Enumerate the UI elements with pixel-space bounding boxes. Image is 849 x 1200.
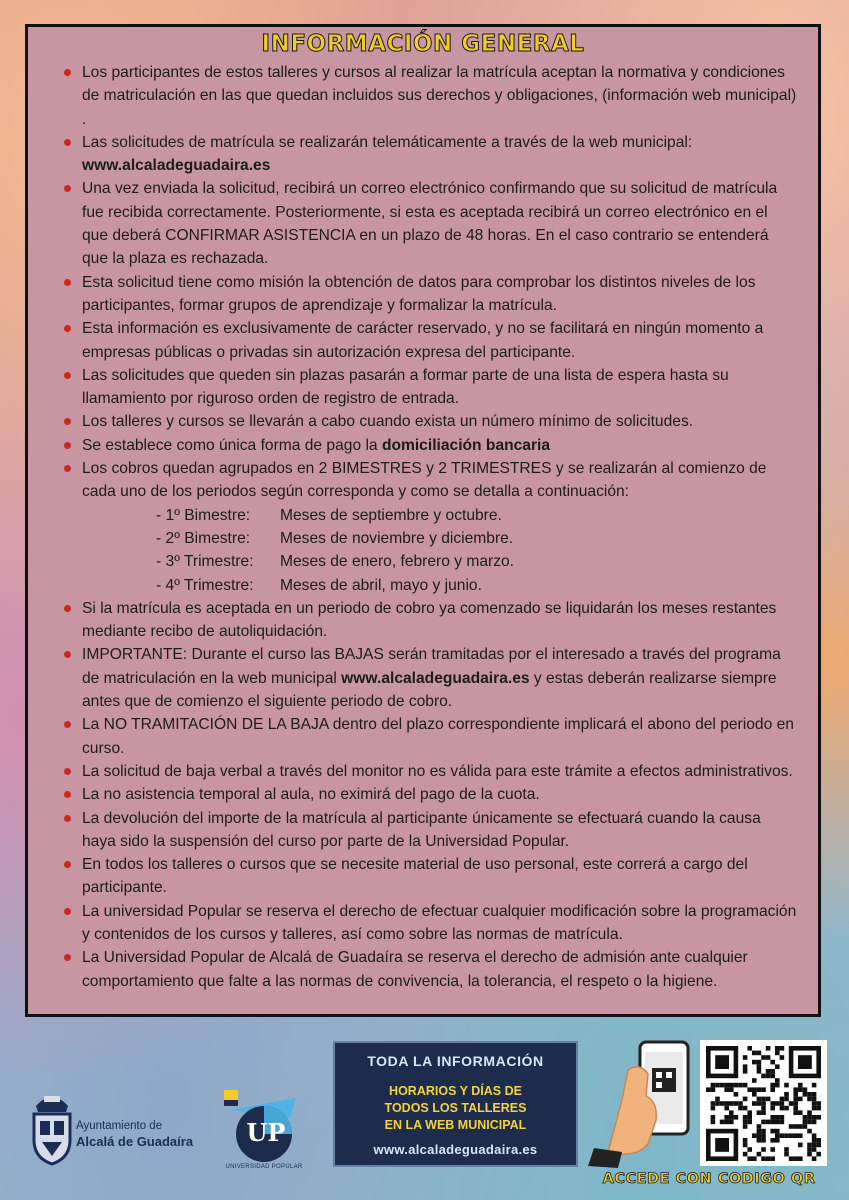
schedule-period: - 3º Trimestre: bbox=[156, 553, 254, 571]
bullet-icon bbox=[64, 791, 71, 798]
qr-caption: ACCEDE CON CODIGO QR bbox=[602, 1171, 816, 1187]
schedule-row bbox=[62, 527, 797, 550]
item-text: Una vez enviada la solicitud, recibirá un correo electrónico confirmando que su solicitud de matrícula fue recibida correctamente. Posteriormente, si esta es aceptada recibirá un correo electrónico en el que deberá CONFIRMAR ASISTENCIA en un plazo de 48 horas. En el caso contrario se entenderá que la plaza es rechazada. bbox=[82, 180, 778, 268]
bullet-icon bbox=[64, 442, 71, 449]
schedule-period: - 2º Bimestre: bbox=[156, 529, 251, 547]
bullet-icon bbox=[64, 465, 71, 472]
bullet-icon bbox=[64, 325, 71, 332]
list-item bbox=[62, 410, 797, 433]
item-text: Las solicitudes de matrícula se realizarán telemáticamente a través de la web municipal: bbox=[82, 133, 693, 151]
schedule-period: - 1º Bimestre: bbox=[156, 506, 251, 524]
info-url-link[interactable]: www.alcaladeguadaira.es bbox=[373, 1142, 538, 1157]
list-item bbox=[62, 597, 797, 644]
list-item bbox=[62, 783, 797, 806]
item-text: y estas deberán realizarse siempre antes que de comienzo el siguiente periodo de cobro. bbox=[82, 669, 777, 711]
bullet-icon bbox=[64, 954, 71, 961]
list-item bbox=[62, 434, 797, 457]
item-text: Las solicitudes que queden sin plazas pasarán a formar parte de una lista de espera hasta su llamamiento por riguroso orden de registro de entrada. bbox=[82, 366, 729, 408]
list-item bbox=[62, 271, 797, 318]
bullet-icon bbox=[64, 139, 71, 146]
schedule-period: - 4º Trimestre: bbox=[156, 576, 254, 594]
list-item bbox=[62, 900, 797, 947]
list-item bbox=[62, 364, 797, 411]
list-item bbox=[62, 131, 797, 178]
item-text: La devolución del importe de la matrícula al participante únicamente se efectuará cuando la causa haya sido la suspensión del curso por parte de la Universidad Popular. bbox=[82, 809, 761, 850]
schedule-months: Meses de abril, mayo y junio. bbox=[280, 576, 482, 594]
emphasis-text[interactable]: www.alcaladeguadaira.es bbox=[341, 669, 530, 687]
schedule-months: Meses de enero, febrero y marzo. bbox=[280, 553, 515, 571]
item-text: IMPORTANTE: Durante el curso las BAJAS serán tramitadas por el interesado a través del programa de matriculación en la web municipal bbox=[82, 646, 781, 687]
bullet-icon bbox=[64, 815, 71, 822]
bullet-icon bbox=[64, 418, 71, 425]
list-item bbox=[62, 946, 797, 993]
info-box bbox=[333, 1041, 578, 1167]
general-info-panel bbox=[25, 24, 821, 1017]
universidad-popular-logo bbox=[218, 1088, 310, 1172]
schedule-months: Meses de septiembre y octubre. bbox=[280, 506, 502, 524]
item-text: La Universidad Popular de Alcalá de Guadaíra se reserva el derecho de admisión ante cualquier comportamiento que falte a las normas de convivencia, la tolerancia, el respeto o la higiene. bbox=[82, 949, 748, 990]
info-title: TODA LA INFORMACIÓN bbox=[367, 1053, 544, 1069]
item-text: La solicitud de baja verbal a través del monitor no es válida para este trámite a efectos administrativos. bbox=[82, 762, 793, 780]
ayuntamiento-text: Ayuntamiento de Alcalá de Guadaíra bbox=[76, 1120, 194, 1149]
bullet-icon bbox=[64, 768, 71, 775]
bullet-icon bbox=[64, 69, 71, 76]
up-caption: UNIVERSIDAD POPULAR bbox=[225, 1164, 303, 1170]
bullet-icon bbox=[64, 861, 71, 868]
item-text: Esta información es exclusivamente de carácter reservado, y no se facilitará en ningún momento a empresas públicas o privadas sin autorización expresa del participante. bbox=[82, 320, 764, 361]
item-text: Los cobros quedan agrupados en 2 BIMESTRES y 2 TRIMESTRES y se realizarán al comienzo de cada uno de los periodos según corresponda y como se detalla a continuación: bbox=[82, 460, 767, 501]
item-text: La no asistencia temporal al aula, no eximirá del pago de la cuota. bbox=[82, 786, 540, 804]
schedule-row bbox=[62, 550, 797, 573]
item-text: Se establece como única forma de pago la bbox=[82, 436, 382, 454]
list-item bbox=[62, 643, 797, 713]
phone-hand-icon bbox=[588, 1040, 698, 1168]
up-logo-text: UP bbox=[246, 1118, 286, 1147]
info-text: HORARIOS Y DÍAS DE TODOS LOS TALLERES EN LA WEB MUNICIPAL bbox=[384, 1084, 527, 1132]
emphasis-text[interactable]: www.alcaladeguadaira.es bbox=[82, 157, 271, 175]
bullet-icon bbox=[64, 721, 71, 728]
item-text: La universidad Popular se reserva el derecho de efectuar cualquier modificación sobre la programación y contenidos de los cursos y talleres, así como sobre las normas de matrícula. bbox=[82, 902, 797, 943]
list-item bbox=[62, 853, 797, 900]
list-item bbox=[62, 760, 797, 783]
list-item bbox=[62, 457, 797, 504]
list-item bbox=[62, 807, 797, 854]
ayuntamiento-logo bbox=[30, 1088, 220, 1168]
schedule-row bbox=[62, 574, 797, 597]
info-list bbox=[62, 61, 797, 993]
item-text: Si la matrícula es aceptada en un periodo de cobro ya comenzado se liquidarán los meses restantes mediante recibo de autoliquidación. bbox=[82, 599, 777, 641]
page-title: INFORMACIÓN GENERAL bbox=[261, 31, 585, 57]
bullet-icon bbox=[64, 908, 71, 915]
schedule-months: Meses de noviembre y diciembre. bbox=[280, 529, 514, 547]
emphasis-text: domiciliación bancaria bbox=[381, 436, 551, 454]
coat-of-arms-icon bbox=[30, 1088, 74, 1168]
bullet-icon bbox=[64, 279, 71, 286]
list-item bbox=[62, 177, 797, 270]
schedule-row bbox=[62, 504, 797, 527]
bullet-icon bbox=[64, 651, 71, 658]
item-text: La NO TRAMITACIÓN DE LA BAJA dentro del plazo correspondiente implicará el abono del periodo en curso. bbox=[82, 716, 794, 757]
item-text: Los talleres y cursos se llevarán a cabo cuando exista un número mínimo de solicitudes. bbox=[82, 413, 694, 431]
bullet-icon bbox=[64, 605, 71, 612]
bullet-icon bbox=[64, 185, 71, 192]
list-item bbox=[62, 61, 797, 131]
item-text: Esta solicitud tiene como misión la obtención de datos para comprobar los distintos niveles de los participantes, formar grupos de aprendizaje y formalizar la matrícula. bbox=[82, 273, 756, 314]
qr-code[interactable] bbox=[700, 1040, 827, 1166]
list-item bbox=[62, 317, 797, 364]
item-text: Los participantes de estos talleres y cursos al realizar la matrícula aceptan la normativa y condiciones de matriculación en las que quedan incluidos sus derechos y obligaciones, (información web municipal) . bbox=[82, 64, 797, 128]
list-item bbox=[62, 713, 797, 760]
item-text: En todos los talleres o cursos que se necesite material de uso personal, este correrá a cargo del participante. bbox=[82, 856, 748, 897]
bullet-icon bbox=[64, 372, 71, 379]
